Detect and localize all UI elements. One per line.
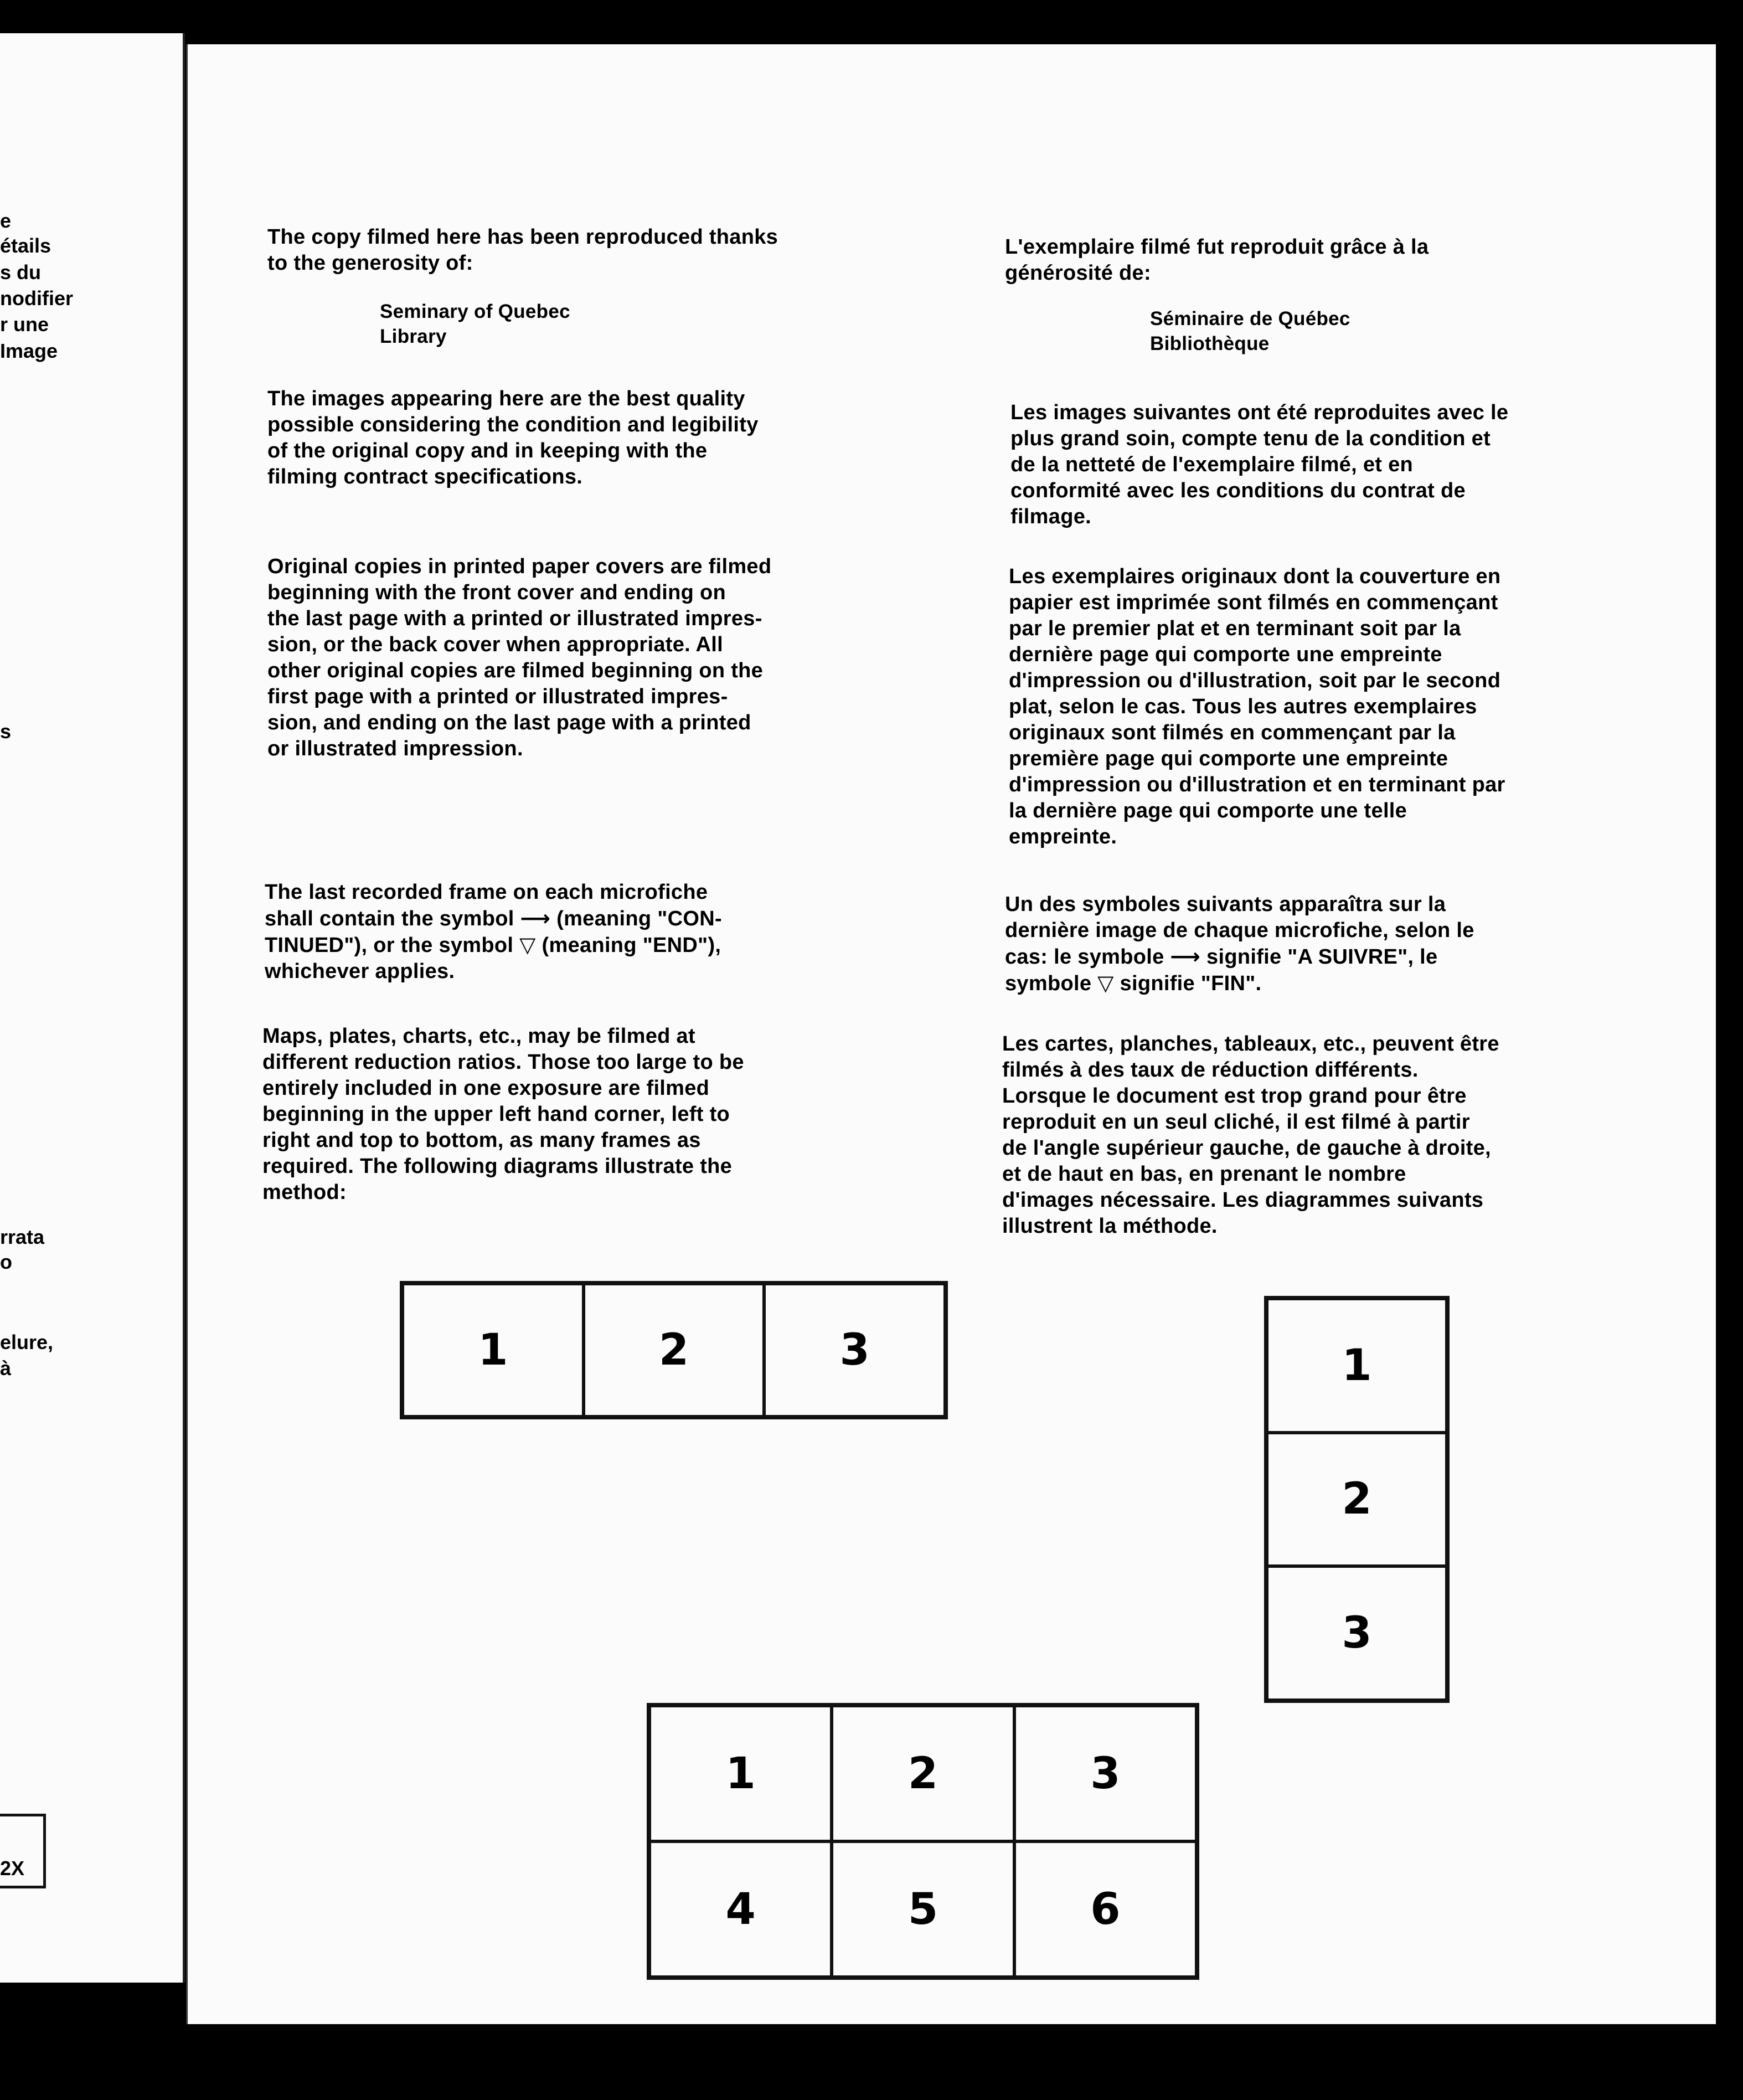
english-quality-paragraph: The images appearing here are the best quality possible considering the condition and legibility of the original copy and in keeping with the filming contract specifications. [267,387,759,488]
fragment-text: s [0,720,12,743]
end-triangle-icon: ▽ [519,933,536,957]
adjacent-page-fragment [0,33,185,1983]
frame-cell: 2 [832,1706,1014,1841]
english-intro: The copy filmed here has been reproduced thanks to the generosity of: [267,225,778,275]
fragment-text: e [0,209,12,232]
english-originals-paragraph: Original copies in printed paper covers are filmed beginning with the front cover and ending on the last page with a printed or illustrated impres- sion, or the back cover when appropriate. All other original copies are filmed beginning on the first page with a printed or illustrated impres- sion, and ending on the last page with a printed or illustrated impression. [267,555,772,760]
french-originals-paragraph: Les exemplaires originaux dont la couverture en papier est imprimée sont filmés en commençant par le premier plat et en terminant soit par la dernière page qui comporte une empreinte d'impression ou d'illustration, soit par le second plat, selon le cas. Tous les autres exemplaires originaux sont filmés en commençant par la première page qui comporte une empreinte d'impression ou d'illustration et en terminant par la dernière page qui comporte une telle empreinte. [1009,565,1505,848]
symbols-text-3: signifie "FIN". [1113,972,1262,995]
symbols-text-1: Un des symboles suivants apparaîtra sur la dernière image de chaque microfiche, selon le cas: le symbole [1005,893,1474,969]
grid-frame-diagram [647,1703,1199,1980]
fragment-text: Image [0,339,58,362]
fragment-text: nodifier [0,287,73,310]
vertical-frame-diagram [1264,1296,1450,1703]
frame-cell: 2 [1267,1433,1447,1567]
french-symbols-paragraph [1005,892,1620,997]
end-triangle-icon: ▽ [1097,971,1114,995]
frame-cell: 1 [403,1284,584,1417]
french-institution: Séminaire de Québec Bibliothèque [1150,308,1350,354]
frame-cell: 2 [584,1284,765,1417]
symbols-text-2: signifie "A SUIVRE", le symbole [1005,945,1438,995]
fragment-text: o [0,1250,12,1273]
french-intro: L'exemplaire filmé fut reproduit grâce à la générosité de: [1005,235,1429,285]
frame-cell: 4 [649,1841,832,1977]
frame-cell: 3 [1014,1706,1197,1841]
fragment-text: r une [0,313,49,336]
frame-cell: 1 [1267,1299,1447,1433]
french-quality-paragraph: Les images suivantes ont été reproduites avec le plus grand soin, compte tenu de la condition et de la netteté de l'exemplaire filmé, et en conformité avec les conditions du contrat de filmage. [1010,401,1509,528]
symbols-text-1: The last recorded frame on each microfiche shall contain the symbol [265,881,708,930]
english-institution: Seminary of Quebec Library [380,301,570,347]
fragment-text: étails [0,234,51,257]
french-maps-paragraph: Les cartes, planches, tableaux, etc., peuvent être filmés à des taux de réduction différents. Lorsque le document est trop grand pour être reproduit en un seul cliché, il est filmé à partir de l'angle supérieur gauche, de gauche à droite, et de haut en bas, en prenant le nombre d'images nécessaire. Les diagrammes suivants illustrent la méthode. [1002,1032,1499,1238]
frame-cell: 5 [832,1841,1014,1977]
horizontal-frame-diagram [400,1281,948,1419]
english-maps-paragraph: Maps, plates, charts, etc., may be filmed at different reduction ratios. Those too large to be entirely included in one exposure are filmed beginning in the upper left hand corner, left to right and top to bottom, as many frames as required. The following diagrams illustrate the method: [262,1025,744,1204]
fragment-text: 2X [0,1857,25,1880]
frame-cell: 3 [1267,1566,1447,1700]
continued-arrow-icon: ⟶ [1170,944,1201,969]
frame-cell: 3 [764,1284,945,1417]
continued-arrow-icon: ⟶ [520,906,551,930]
symbols-text-3: (meaning "END"), whichever applies. [265,934,721,983]
fragment-text: s du [0,261,42,284]
fragment-text: elure, [0,1331,54,1353]
english-symbols-paragraph [265,879,885,985]
frame-cell: 1 [649,1706,832,1841]
frame-cell: 6 [1014,1841,1197,1977]
fragment-text: rrata [0,1226,45,1248]
symbols-text-2: (meaning "CON- TINUED"), or the symbol [265,907,722,957]
fragment-text: à [0,1357,12,1380]
